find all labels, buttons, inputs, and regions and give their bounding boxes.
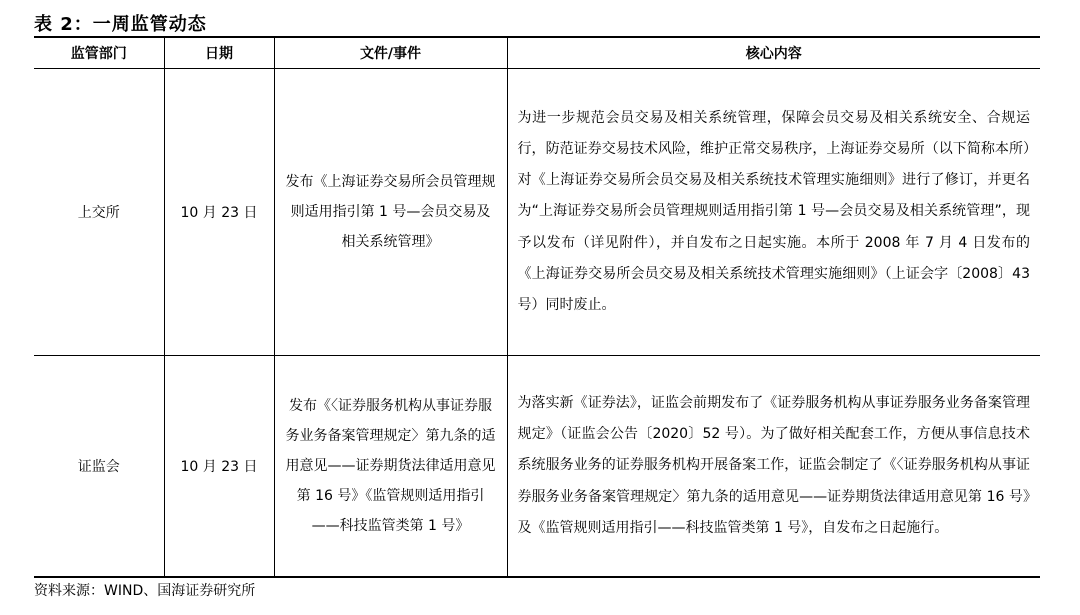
header-date: 日期 xyxy=(164,37,274,69)
cell-event: 发布《上海证券交易所会员管理规则适用指引第 1 号—会员交易及相关系统管理》 xyxy=(274,69,507,356)
cell-department: 证监会 xyxy=(34,356,164,578)
header-content: 核心内容 xyxy=(507,37,1040,69)
regulatory-table xyxy=(34,36,1040,578)
cell-event: 发布《〈证券服务机构从事证券服务业务备案管理规定〉第九条的适用意见——证券期货法律适用意见第 16 号》《监管规则适用指引——科技监管类第 1 号》 xyxy=(274,356,507,578)
table-title: 表 2：一周监管动态 xyxy=(34,14,207,35)
header-department: 监管部门 xyxy=(34,37,164,69)
table-row xyxy=(34,69,1040,356)
table-row xyxy=(34,356,1040,578)
table-header-row xyxy=(34,37,1040,69)
cell-date: 10 月 23 日 xyxy=(164,69,274,356)
cell-content: 为进一步规范会员交易及相关系统管理，保障会员交易及相关系统安全、合规运行，防范证券交易技术风险，维护正常交易秩序，上海证券交易所（以下简称本所）对《上海证券交易所会员交易及相关系统技术管理实施细则》进行了修订，并更名为“上海证券交易所会员管理规则适用指引第 1 号—会员交易及相关系统管理”，现予以发布（详见附件），并自发布之日起实施。本所于 2008 年 7 月 4 日发布的《上海证券交易所会员交易及相关系统技术管理实施细则》（上证会字〔2008〕43 号）同时废止。 xyxy=(507,69,1040,356)
cell-department: 上交所 xyxy=(34,69,164,356)
header-event: 文件/事件 xyxy=(274,37,507,69)
cell-date: 10 月 23 日 xyxy=(164,356,274,578)
source-note: 资料来源：WIND、国海证券研究所 xyxy=(34,583,256,599)
cell-content: 为落实新《证券法》，证监会前期发布了《证券服务机构从事证券服务业务备案管理规定》（证监会公告〔2020〕52 号）。为了做好相关配套工作，方便从事信息技术系统服务业务的证券服务机构开展备案工作，证监会制定了《〈证券服务机构从事证券服务业务备案管理规定〉第九条的适用意见——证券期货法律适用意见第 16 号》及《监管规则适用指引——科技监管类第 1 号》，自发布之日起施行。 xyxy=(507,356,1040,578)
